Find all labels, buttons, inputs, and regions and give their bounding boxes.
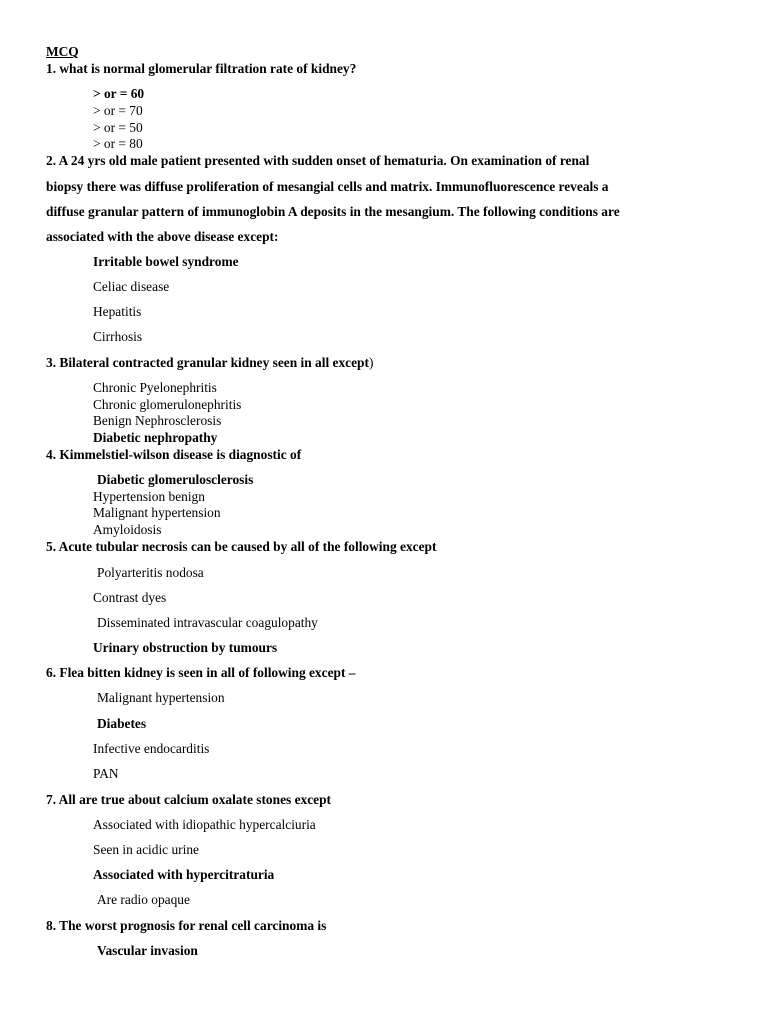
question-7: 7. All are true about calcium oxalate stones except: [46, 792, 332, 807]
q2-option-3: Hepatitis: [93, 304, 142, 319]
q3-option-4: Diabetic nephropathy: [93, 430, 218, 445]
q6-option-2: Diabetes: [97, 716, 147, 731]
q5-option-1: Polyarteritis nodosa: [97, 565, 204, 580]
q5-option-2: Contrast dyes: [93, 590, 167, 605]
q2-option-2: Celiac disease: [93, 279, 170, 294]
question-6: 6. Flea bitten kidney is seen in all of following except –: [46, 665, 356, 680]
q1-option-3: > or = 50: [93, 120, 143, 135]
question-2-line-4: associated with the above disease except:: [46, 229, 279, 244]
q7-option-3: Associated with hypercitraturia: [93, 867, 275, 882]
q7-option-1: Associated with idiopathic hypercalciuria: [93, 817, 316, 832]
question-2-line-3: diffuse granular pattern of immunoglobin A deposits in the mesangium. The following conditions are: [46, 204, 620, 219]
question-3-text: 3. Bilateral contracted granular kidney seen in all except: [46, 355, 369, 370]
question-2-line-2: biopsy there was diffuse proliferation of mesangial cells and matrix. Immunofluorescence reveals a: [46, 179, 609, 194]
q1-option-1: > or = 60: [93, 86, 145, 101]
question-8: 8. The worst prognosis for renal cell carcinoma is: [46, 918, 327, 933]
q7-option-2: Seen in acidic urine: [93, 842, 199, 857]
q5-option-3: Disseminated intravascular coagulopathy: [97, 615, 318, 630]
question-3: [46, 355, 373, 371]
q5-option-4: Urinary obstruction by tumours: [93, 640, 278, 655]
question-3-suffix: ): [368, 355, 374, 370]
q6-option-4: PAN: [93, 766, 119, 781]
q3-option-3: Benign Nephrosclerosis: [93, 413, 222, 428]
q6-option-1: Malignant hypertension: [97, 690, 225, 705]
q3-option-2: Chronic glomerulonephritis: [93, 397, 242, 412]
q4-option-3: Malignant hypertension: [93, 505, 221, 520]
q3-option-1: Chronic Pyelonephritis: [93, 380, 217, 395]
q6-option-3: Infective endocarditis: [93, 741, 210, 756]
q2-option-4: Cirrhosis: [93, 329, 143, 344]
question-4: 4. Kimmelstiel-wilson disease is diagnostic of: [46, 447, 302, 462]
q4-option-4: Amyloidosis: [93, 522, 162, 537]
question-5: 5. Acute tubular necrosis can be caused by all of the following except: [46, 539, 437, 554]
q8-option-1: Vascular invasion: [97, 943, 198, 958]
document-heading: MCQ: [46, 44, 79, 59]
q7-option-4: Are radio opaque: [97, 892, 190, 907]
q4-option-2: Hypertension benign: [93, 489, 205, 504]
q2-option-1: Irritable bowel syndrome: [93, 254, 239, 269]
q4-option-1: Diabetic glomerulosclerosis: [97, 472, 254, 487]
q1-option-4: > or = 80: [93, 136, 143, 151]
question-2-line-1: 2. A 24 yrs old male patient presented with sudden onset of hematuria. On examination of renal: [46, 153, 590, 168]
q1-option-2: > or = 70: [93, 103, 143, 118]
question-1: 1. what is normal glomerular filtration rate of kidney?: [46, 61, 357, 76]
